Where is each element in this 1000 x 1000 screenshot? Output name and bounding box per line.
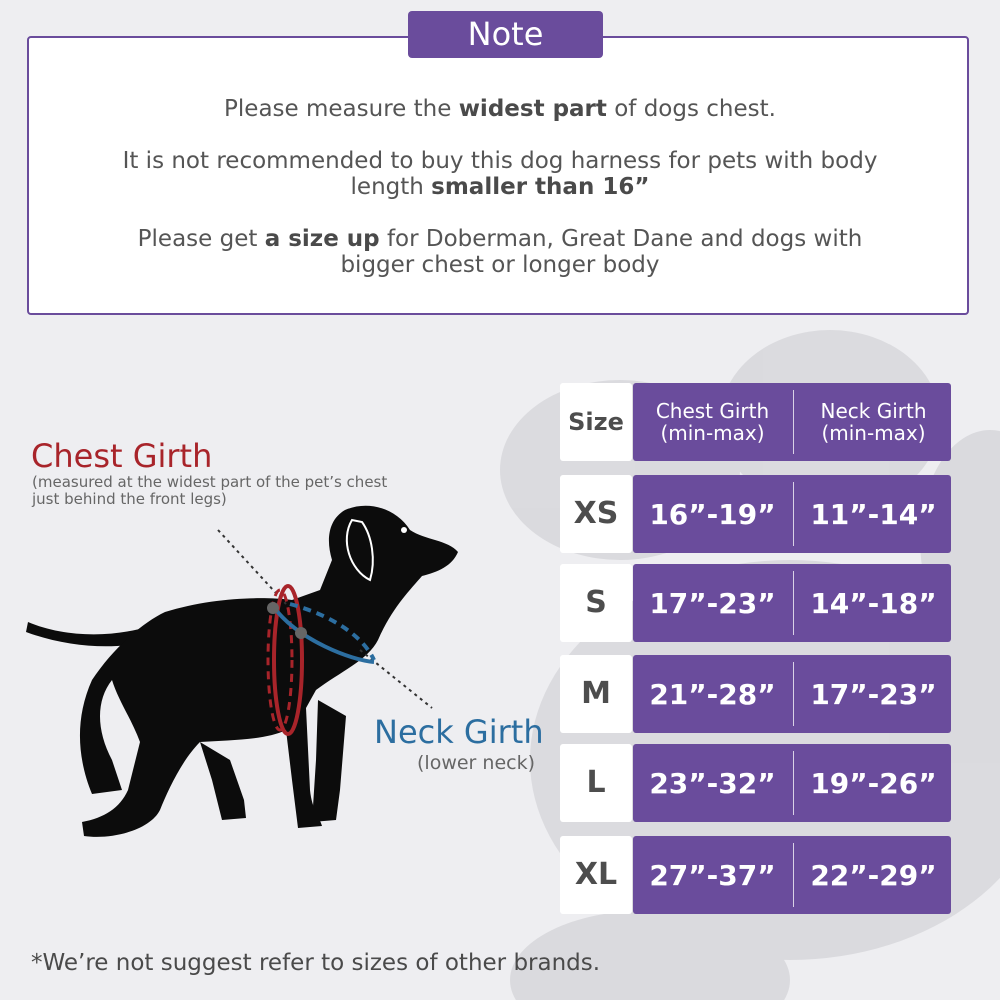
note-tab: Note: [408, 11, 603, 58]
size-label: L: [560, 744, 632, 822]
note-line-recommend: It is not recommended to buy this dog harness for pets with body length smaller than 16”: [122, 148, 878, 200]
table-row: [633, 655, 951, 733]
neck-girth-value: 14”-18”: [810, 586, 937, 620]
chest-girth-value: 23”-32”: [649, 766, 776, 800]
size-label: XS: [560, 475, 632, 553]
table-row: [633, 564, 951, 642]
note-box: [27, 36, 969, 315]
neck-girth-value: 22”-29”: [810, 858, 937, 892]
note-line-measure: Please measure the widest part of dogs chest.: [224, 96, 776, 122]
neck-girth-title: Neck Girth: [374, 713, 544, 751]
table-row: [633, 836, 951, 914]
neck-girth-value: 11”-14”: [810, 497, 937, 531]
size-label: M: [560, 655, 632, 733]
footnote: *We’re not suggest refer to sizes of other brands.: [31, 950, 601, 976]
chest-girth-value: 27”-37”: [649, 858, 776, 892]
neck-girth-value: 19”-26”: [810, 766, 937, 800]
chest-girth-header: Chest Girth (min-max): [655, 399, 770, 445]
chest-girth-value: 16”-19”: [649, 497, 776, 531]
neck-girth-value: 17”-23”: [810, 677, 937, 711]
dog-silhouette: [0, 490, 560, 850]
chest-girth-title: Chest Girth: [31, 437, 213, 475]
table-row: [633, 744, 951, 822]
chest-girth-value: 21”-28”: [649, 677, 776, 711]
chest-girth-description: (measured at the widest part of the pet’s chest just behind the front legs): [32, 473, 388, 508]
neck-girth-description: (lower neck): [417, 752, 535, 774]
neck-girth-header: Neck Girth (min-max): [820, 399, 927, 445]
table-header: [633, 383, 951, 461]
size-label: XL: [560, 836, 632, 914]
size-header: Size: [560, 383, 632, 461]
note-line-size-up: Please get a size up for Doberman, Great Dane and dogs with bigger chest or longer body: [137, 226, 863, 278]
chest-girth-value: 17”-23”: [649, 586, 776, 620]
size-label: S: [560, 564, 632, 642]
table-row: [633, 475, 951, 553]
